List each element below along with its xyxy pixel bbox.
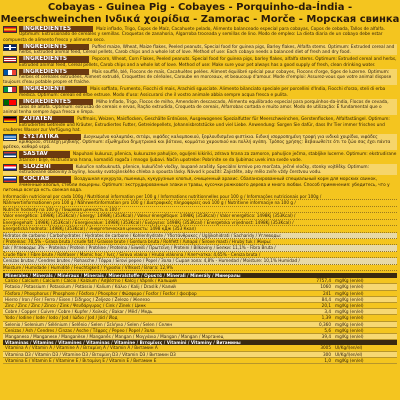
section-text: Puffed maize, Wheat, Maize flakes, Peeled peanuts, Special food for guinea pigs, Barley flakes, Alfalfa stems. Optimum: Extruded cereal and herbs, Extruded animal feed, Cereal pellets, Carob chips and a whole lot of love. Method of use: Each cobayo needs a balanced diet of fresh and dry food.	[19, 44, 395, 55]
minerals-table	[3, 273, 397, 364]
row-value: 20,1	[305, 302, 333, 308]
label-title: Cobayas - Guinea Pig - Cobayes - Porquinho-da-Índia - Meerschweinchen Ινδικά χοιρίδια - Zamorac - Morče - Морская свинка	[0, 2, 400, 25]
nutrition-line: Valor energético: 1498Kj (353Kcal) / Energy: 1498Kj (353Kcal) / Valeur énergétique: 1498Kj (353Kcal) / Valor energético: 1498Kj (353Kcal) /	[3, 213, 397, 219]
row-value: 1,39	[305, 315, 333, 321]
row-unit: mg/Kg (en/el)	[333, 290, 397, 296]
section-text: Milho Inflado, Trigo, Flocos de milho, Amendoim descascado, Alimento equilibrado especial para porquinhos-da-índia, Flocos de cevada, talos de alfafa. Optimum: extrusão de cereais e ervas, Ração extrudida, Croqueta de cereais, Alfarrobas cortada e muito amor. Modo de utilização: É fundamental que o animal tenha sempre água fresca e limpa.	[3, 99, 389, 116]
flag-us-icon	[3, 56, 17, 63]
minerals-header: Minerales / Minerals / Minéraux / Minerais / Mineralstoffe / Ορυκτά / Minerali / Minerály / Минералы	[3, 273, 397, 278]
row-name: Cenizas / Ash / Cendres / Cinzas / Asche / Τέφρες / Pepeo / Popel / Зола	[3, 327, 305, 333]
row-name: Cobre / Copper / Cuivre / Cobre / Kupfer / Χαλκός / Bakar / Měď / Медь	[3, 309, 305, 315]
flag-de-icon	[3, 116, 17, 123]
row-unit: mg/Kg (en/el)	[333, 284, 397, 290]
row-value: 7757,4	[305, 278, 333, 284]
row-name: Vitamina D3 / Vitamin D3 / Vitamine D3 / Βιταμίνη D3 / Vitamin D3 / Витамин D3	[3, 351, 305, 357]
flag-pt-icon	[3, 99, 17, 106]
section-text: Воздушная кукуруза, пшеница, кукурузные хлопья, очищенный арахис. Сбалансированный специальный корм для морских свинок, ячменные хлопья, стебли люцерны. Optimum: экструдированные злаки и травы, кусочки рожкового дерева и много любви. Способ применения: убедитесь, что у питомца всегда есть свежая вода.	[3, 177, 390, 193]
nutrition-line: tuk / Углеводы: 3% - Proteína / Protein / Protéine / Proteína / Eiweiß / Πρωτεΐνη / Proteini / Bílkoviny / Белки: 11,1% - Fibra Bruta /	[3, 245, 397, 251]
section-label: INGREDIENTS	[19, 44, 89, 50]
section-text: Puffmais, Weizen, Maisflocken, Geschälte Erdnüsse, Ausgewogenes Spezialfutter für Meerschweinchen, Gerstenflocken, Alfalfastängel. Optimum: Extrudiertes Getreide und Kräuter, Extrudiertes Futter, Getreidepellets, Johannisbrotstücke und viel Liebe. Anwendung: Sorgen Sie dafür, dass Ihr Tier immer frisches und sauberes Wasser zur Verfügung hat.	[3, 117, 390, 133]
row-name: Potasio / Potassium / Potassium / Potássio / Kalium / Κάλιο / Kalij / Draslík / Калий	[3, 284, 305, 290]
row-name: Fósforo / Phosphorus / Phosphore / Fósforo / Phosphor / Φώσφορο / Fosfor / Fosfor / фосфор	[3, 290, 305, 296]
section-label: ZUTATEN	[19, 116, 74, 122]
nutrition-line: Nutriční hodnoty na 100 g / Пищевая ценность в 100 г	[3, 207, 397, 213]
section-label: INGREDIENTI	[19, 86, 87, 92]
flag-rs-icon	[3, 151, 17, 158]
nutrition-info	[3, 194, 397, 271]
row-unit: UI/Kg/l(en/el)	[333, 351, 397, 357]
row-value: 3,4	[305, 309, 333, 315]
nutrition-line: Hidratos de carbono / Carbohydrates / Hydrates de carbone / Kohlenhydrate / Υδατάνθρακες / Ugljikohidrati / Sacharidy / Углеводы:	[3, 233, 397, 239]
row-name: Calcio / Calcium / Calcium / Cálcio / Kalzium / Ασβέστιο / Kalcij / Vápník / Кальций	[3, 278, 305, 284]
flag-gr-icon	[3, 134, 17, 141]
ingredient-section-gr	[3, 134, 397, 151]
table-row	[3, 333, 397, 339]
row-unit: mg/Kg (en/el)	[333, 315, 397, 321]
ingredient-section-pt	[3, 99, 397, 116]
ingredient-section-de	[3, 116, 397, 133]
ingredient-section-gb	[3, 44, 397, 56]
ingredient-section-fr	[3, 69, 397, 86]
row-name: Zinc / Zinc / Zinc / Zinco / Zink / Ψευδάργυρος / Cink / Zinek / Цинк	[3, 302, 305, 308]
row-name: Selenio / Selenium / Sélénium / Selênio / Selen / Σελήνιο / Selen / Selen / Селен	[3, 321, 305, 327]
row-name: Yodo / Iodine / Iode / Iodo / Jod / Ιώδιο / Jod / Jód / Йод	[3, 315, 305, 321]
ingredient-section-rs	[3, 151, 397, 163]
row-unit: mg/Kg (en/el)	[333, 321, 397, 327]
flag-gb-icon	[3, 44, 17, 51]
section-text: Maïs soufflé, blé, Flocons de maïs, Cacahuètes pelées. Aliment équilibré spécial pour cobayes, Flocons d'orge, tiges de luzerne. Optimum: herbes et céréales extrudées, Aliment extrudé, Croquettes de céréales, Caroube en morceaux, et beaucoup d'amour. Mode d'emploi: Assurez-vous que votre animal dispose toujours d'eau potable propre et fraîche.	[3, 69, 392, 86]
row-value: 84,4	[305, 296, 333, 302]
section-text: Kukuřice nafouknutá, pšenice, kukuřičné vločky, loupané arašídy. Speciální krmivo pro morčata, ječné vločky, stonky vojtěšky. Optimum: extrudované obiloviny a byliny, kousky svatojánského chleba a spousta lásky. Návod k použití: Zajistěte, aby mělo zvíře vždy čerstvou vodu.	[19, 164, 370, 176]
ingredient-section-it	[3, 86, 397, 98]
row-value: 39,4	[305, 333, 333, 339]
nutrition-line: Cenizas brutas / Cendres brutes / Rohasche / Τέφρα / Sirovi pepeo / Popel / Зола / Сырая зола: 4,8% - Humedad / Moisture: 10,1% Humidad /	[3, 258, 397, 264]
ingredient-section-hr	[3, 164, 397, 176]
flag-it-icon	[3, 86, 17, 93]
row-unit: mg/Kg (en/el)	[333, 309, 397, 315]
row-unit: mg/Kg (en/el)	[333, 278, 397, 284]
section-text: Popcorn, Wheat, Corn Flakes, Peeled peanuts. Special food for guinea pigs, barley flakes, alfalfa stems. Optimum: Extruded cereal and herbs, Extruded animal feed, Cereal pellets, Carob chips and a whole lot of love. Method of use: Make sure your pet always has a good supply of fresh, clean drinking water.	[19, 57, 397, 68]
row-value: 1060	[305, 284, 333, 290]
row-name: Manganeso / Manganese / Manganèse / Manganês / Mangan / Μαγγάνιο / Mangan / Mangan / Марганец	[3, 333, 305, 339]
section-text: Mais soffiato, Frumento, Fiocchi di mais, Arachidi sgusciate. Alimento bilanciato speciale per porcellini d'India, Fiocchi d'orzo, steli di erba medica. Optimum: cereali ed erbe estruse. Modo d'uso: Assicurarsi che il vostro animale abbia sempre acqua fresca e pulita.	[19, 87, 386, 98]
flag-es-icon	[3, 26, 17, 33]
section-label: INGREDIENTES	[19, 99, 93, 105]
row-value: 0,360	[305, 321, 333, 327]
section-label: SLOŽENÍ	[19, 164, 73, 170]
section-label: INGREDIENTS	[19, 56, 89, 62]
row-unit: mg/Kg (en/el)	[333, 296, 397, 302]
row-name: Vitamina A / Vitamin A / Vitamine A / Βιταμίνη A / Vitamin A / Витамин A	[3, 345, 305, 351]
nutrition-line: Energiegehalt: 1498Kj (353Kcal) / Energievalue: 1498Kj (353Kcal) / Ενέργεια: 1498Kj (353Kcal) / Energetska vrijednost: 1498Kj (353Kcal) /	[3, 220, 397, 226]
vitamins-header: Vitaminas / Vitamins / Vitamines / Vitaminas / Vitamine / Βιταμίνες / Vitamini / Vitamíny / Витамины	[3, 340, 397, 346]
nutrition-line: Crude fibre / Fibre brute / Rohfaser / Mamíc hoc / Ίνες / Sirova vlakna / Hrubá vláknina / Клетчатка: 4,65% - Ceniza bruta /	[3, 252, 397, 258]
nutrition-line: Nährwertinformationen pro 100 g / Nährwertinformation pro 100 g / Διατροφικές πληροφορίες ανά 100 g / Nutritivne informacije na 100 g /	[3, 200, 397, 206]
nutrition-line: Energetická hodnota: 1498Kj (353Kcal) / Энергетическая ценность: 1498 кДж (353 Ккал)	[3, 226, 397, 232]
section-label: SASTAV	[19, 151, 70, 157]
section-text: Διογκωμένο καλαμπόκι, σιτάρι, νιφάδες καλαμποκιού, ξεφλουδισμένα φιστίκια. Ειδική ισορροπημένη τροφή για ινδικά χοιρίδια, νιφάδες κριθαριού, στελέχη μηδικής. Optimum: εξωθημένα δημητριακά και βότανα, κομμάτια χαρουπιού και πολλή αγάπη. Τρόπος χρήσης: Βεβαιωθείτε ότι το ζώο σας έχει πάντα φρέσκο, καθαρό νερό.	[3, 134, 391, 151]
row-name: Vitamina E / Vitamin E / Vitamine E / Βιταμίνη E / Vitamin E / Витамин E	[3, 357, 305, 363]
nutrition-line: Información nutricional por cada 100g / Nutritional information per 100 g / Informations nutritionnelles pour 100 g / Informações nutricionais por 100g /	[3, 194, 397, 200]
row-unit: UI/Kg/l(en/el)	[333, 345, 397, 351]
nutrition-line: / Proteínas: 70,5% - Grasa bruta / crude fat / Graisse brute / Gordura bruta / Rohfett / Λιπαρά / Sirove masti / Hrubý tuk / Жиры:	[3, 239, 397, 245]
row-unit: mg/Kg (en/el)	[333, 357, 397, 363]
row-value: 5,6	[305, 327, 333, 333]
ingredient-section-es	[3, 26, 397, 43]
flag-ru-icon	[3, 176, 17, 183]
table-row	[3, 357, 397, 363]
row-name: Hierro / Iron / Fer / Ferro / Eisen / Σίδηρος / Željezo / Železo / Железо	[3, 296, 305, 302]
row-unit: mg/Kg (en/el)	[333, 302, 397, 308]
row-value: 1,0	[305, 357, 333, 363]
row-unit: mg/Kg (en/el)	[333, 333, 397, 339]
flag-hr-icon	[3, 164, 17, 171]
row-value: 300	[305, 351, 333, 357]
flag-fr-icon	[3, 69, 17, 76]
row-unit: mg/Kg (en/el)	[333, 327, 397, 333]
row-value: 3005	[305, 345, 333, 351]
row-value: 241	[305, 290, 333, 296]
ingredient-section-us	[3, 56, 397, 68]
section-text: Maíz inflado, Trigo, Copos de Maíz, Cacahuete pelado, Alimento balanceado especial para cobayas, Copos de cebada, Tallos de alfalfa. Optimum: Extrusionado de cereales y semillas. Croquetas de zanahoria, Algarroba troceada y semillas de lino. Modo de empleo: La dieta diaria de un cobayo debe estar compuesta de alimento fresco y alimento seco.	[3, 27, 385, 43]
section-label: INGREDIENTS	[19, 69, 89, 75]
section-label: INGREDIENTES	[19, 26, 93, 32]
section-label: СОСТАВ	[19, 176, 71, 182]
section-label: ΣΥΣΤΑΤΙΚΑ	[19, 134, 81, 140]
ingredient-sections	[0, 26, 400, 193]
ingredient-section-ru	[3, 176, 397, 193]
section-text: Napuhani kukuruz, pšenica, kukuruzne pahuljice, oguljeni kikiriki, zdrava hrana za zamorce, pahuljice ječma, stabljike lucerne. Optimum: ekstrudirane žitarice i bilje, ekstrudirana hrana, komadići rogača i mnogo ljubavi. Način upotrebe: Pobrinite se da ljubimac uvek ima sveže vode.	[19, 152, 397, 163]
nutrition-line: Moisture / Humidade / Humidité / Feuchtigkeit / Υγρασία / Vlhkost / Влага: 12,9%	[3, 265, 397, 271]
